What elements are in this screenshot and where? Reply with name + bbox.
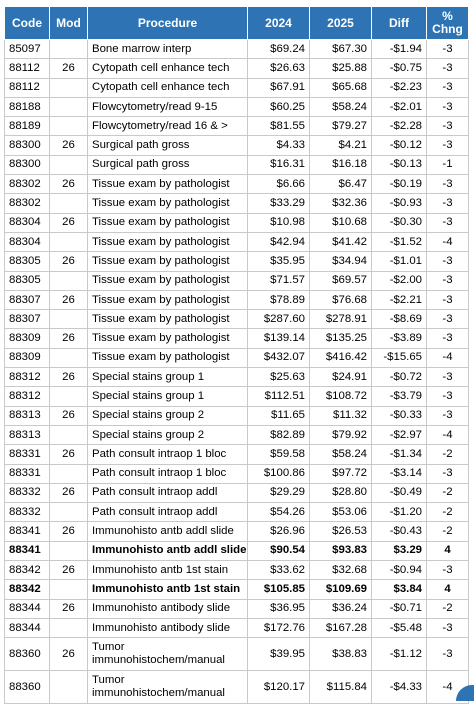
- cell-modifier: [50, 194, 88, 213]
- table-row: [5, 368, 469, 387]
- cell-procedure: Tissue exam by pathologist: [88, 194, 248, 213]
- cell-procedure: Immunohisto antibody slide: [88, 599, 248, 618]
- table-row: [5, 522, 469, 541]
- cell-fee-2025: $28.80: [310, 483, 372, 502]
- cell-modifier: 26: [50, 483, 88, 502]
- table-row: [5, 310, 469, 329]
- cell-percent-change: -3: [427, 252, 469, 271]
- cell-fee-2024: $59.58: [248, 445, 310, 464]
- table-row: [5, 618, 469, 637]
- cell-fee-2025: $416.42: [310, 348, 372, 367]
- cell-difference: -$0.19: [372, 175, 427, 194]
- table-row: [5, 155, 469, 174]
- cell-percent-change: -3: [427, 175, 469, 194]
- cell-code: 88341: [5, 522, 50, 541]
- cell-percent-change: -3: [427, 464, 469, 483]
- cell-fee-2025: $278.91: [310, 310, 372, 329]
- cell-code: 88309: [5, 329, 50, 348]
- cell-difference: -$2.28: [372, 117, 427, 136]
- table-row: [5, 78, 469, 97]
- cell-procedure: Path consult intraop addl: [88, 503, 248, 522]
- cell-modifier: 26: [50, 136, 88, 155]
- cell-fee-2025: $167.28: [310, 618, 372, 637]
- cell-modifier: 26: [50, 368, 88, 387]
- cell-procedure: Tissue exam by pathologist: [88, 175, 248, 194]
- cell-fee-2024: $78.89: [248, 290, 310, 309]
- table-header: [5, 7, 469, 40]
- cell-percent-change: -2: [427, 522, 469, 541]
- cell-fee-2025: $25.88: [310, 59, 372, 78]
- cell-difference: -$0.71: [372, 599, 427, 618]
- fee-schedule-table: [4, 6, 469, 704]
- cell-fee-2024: $69.24: [248, 40, 310, 59]
- cell-fee-2024: $26.63: [248, 59, 310, 78]
- table-row: [5, 40, 469, 59]
- cell-modifier: [50, 78, 88, 97]
- cell-fee-2024: $90.54: [248, 541, 310, 560]
- cell-difference: $3.29: [372, 541, 427, 560]
- cell-code: 88312: [5, 387, 50, 406]
- cell-fee-2025: $34.94: [310, 252, 372, 271]
- fee-table-container: [4, 6, 469, 704]
- cell-modifier: [50, 580, 88, 599]
- cell-code: 88305: [5, 252, 50, 271]
- cell-code: 88360: [5, 671, 50, 704]
- cell-difference: -$2.97: [372, 425, 427, 444]
- table-row: [5, 387, 469, 406]
- cell-fee-2025: $97.72: [310, 464, 372, 483]
- cell-modifier: [50, 425, 88, 444]
- table-row: [5, 175, 469, 194]
- table-row: [5, 117, 469, 136]
- table-row: [5, 580, 469, 599]
- cell-fee-2025: $69.57: [310, 271, 372, 290]
- table-row: [5, 213, 469, 232]
- cell-fee-2024: $11.65: [248, 406, 310, 425]
- table-row: [5, 194, 469, 213]
- cell-percent-change: -3: [427, 290, 469, 309]
- cell-procedure: Cytopath cell enhance tech: [88, 59, 248, 78]
- cell-code: 88360: [5, 638, 50, 671]
- cell-modifier: [50, 40, 88, 59]
- column-header-procedure: Procedure: [88, 7, 248, 40]
- cell-fee-2025: $76.68: [310, 290, 372, 309]
- cell-modifier: 26: [50, 329, 88, 348]
- cell-difference: -$2.23: [372, 78, 427, 97]
- cell-percent-change: -3: [427, 387, 469, 406]
- cell-modifier: [50, 348, 88, 367]
- cell-percent-change: -3: [427, 40, 469, 59]
- cell-fee-2024: $82.89: [248, 425, 310, 444]
- table-row: [5, 425, 469, 444]
- cell-code: 88302: [5, 194, 50, 213]
- cell-fee-2025: $4.21: [310, 136, 372, 155]
- cell-percent-change: -3: [427, 136, 469, 155]
- cell-percent-change: 4: [427, 580, 469, 599]
- cell-code: 88307: [5, 290, 50, 309]
- cell-difference: -$3.89: [372, 329, 427, 348]
- cell-procedure: Bone marrow interp: [88, 40, 248, 59]
- cell-difference: -$2.01: [372, 97, 427, 116]
- cell-difference: -$3.79: [372, 387, 427, 406]
- cell-code: 88344: [5, 599, 50, 618]
- cell-modifier: 26: [50, 290, 88, 309]
- cell-modifier: [50, 387, 88, 406]
- cell-difference: -$1.94: [372, 40, 427, 59]
- cell-modifier: [50, 310, 88, 329]
- cell-modifier: 26: [50, 252, 88, 271]
- cell-code: 88189: [5, 117, 50, 136]
- cell-difference: -$0.30: [372, 213, 427, 232]
- cell-difference: -$2.21: [372, 290, 427, 309]
- table-row: [5, 348, 469, 367]
- cell-code: 88342: [5, 561, 50, 580]
- cell-code: 88304: [5, 232, 50, 251]
- cell-percent-change: -3: [427, 213, 469, 232]
- table-row: [5, 59, 469, 78]
- cell-fee-2024: $105.85: [248, 580, 310, 599]
- cell-fee-2025: $53.06: [310, 503, 372, 522]
- cell-fee-2024: $25.63: [248, 368, 310, 387]
- cell-procedure: Tumor immunohistochem/manual: [88, 638, 248, 671]
- cell-modifier: 26: [50, 522, 88, 541]
- cell-percent-change: -3: [427, 194, 469, 213]
- cell-fee-2024: $67.91: [248, 78, 310, 97]
- cell-procedure: Tissue exam by pathologist: [88, 290, 248, 309]
- cell-modifier: [50, 541, 88, 560]
- cell-percent-change: -3: [427, 561, 469, 580]
- cell-fee-2024: $71.57: [248, 271, 310, 290]
- cell-code: 88300: [5, 155, 50, 174]
- cell-fee-2024: $54.26: [248, 503, 310, 522]
- cell-code: 88331: [5, 464, 50, 483]
- cell-code: 88304: [5, 213, 50, 232]
- cell-code: 88188: [5, 97, 50, 116]
- cell-fee-2025: $10.68: [310, 213, 372, 232]
- cell-difference: -$0.94: [372, 561, 427, 580]
- table-row: [5, 483, 469, 502]
- cell-procedure: Immunohisto antb addl slide: [88, 541, 248, 560]
- cell-fee-2024: $432.07: [248, 348, 310, 367]
- cell-fee-2025: $41.42: [310, 232, 372, 251]
- cell-modifier: 26: [50, 213, 88, 232]
- cell-difference: -$3.14: [372, 464, 427, 483]
- cell-code: 88309: [5, 348, 50, 367]
- cell-procedure: Path consult intraop 1 bloc: [88, 445, 248, 464]
- cell-modifier: 26: [50, 638, 88, 671]
- cell-difference: -$1.20: [372, 503, 427, 522]
- cell-fee-2025: $6.47: [310, 175, 372, 194]
- cell-code: 88341: [5, 541, 50, 560]
- cell-fee-2024: $120.17: [248, 671, 310, 704]
- cell-fee-2024: $100.86: [248, 464, 310, 483]
- cell-fee-2025: $115.84: [310, 671, 372, 704]
- cell-percent-change: -3: [427, 271, 469, 290]
- table-row: [5, 561, 469, 580]
- cell-fee-2024: $39.95: [248, 638, 310, 671]
- cell-fee-2024: $112.51: [248, 387, 310, 406]
- cell-procedure: Immunohisto antb 1st stain: [88, 561, 248, 580]
- table-row: [5, 638, 469, 671]
- cell-fee-2025: $26.53: [310, 522, 372, 541]
- column-header-diff: Diff: [372, 7, 427, 40]
- cell-modifier: 26: [50, 175, 88, 194]
- cell-procedure: Path consult intraop addl: [88, 483, 248, 502]
- cell-modifier: [50, 671, 88, 704]
- cell-fee-2025: $38.83: [310, 638, 372, 671]
- cell-difference: -$15.65: [372, 348, 427, 367]
- cell-difference: -$5.48: [372, 618, 427, 637]
- cell-fee-2025: $32.36: [310, 194, 372, 213]
- cell-percent-change: -3: [427, 97, 469, 116]
- cell-fee-2025: $79.92: [310, 425, 372, 444]
- cell-fee-2024: $60.25: [248, 97, 310, 116]
- table-row: [5, 232, 469, 251]
- cell-fee-2025: $93.83: [310, 541, 372, 560]
- cell-code: 88112: [5, 59, 50, 78]
- cell-fee-2024: $287.60: [248, 310, 310, 329]
- cell-procedure: Immunohisto antibody slide: [88, 618, 248, 637]
- cell-fee-2025: $32.68: [310, 561, 372, 580]
- column-header-2025: 2025: [310, 7, 372, 40]
- cell-fee-2025: $36.24: [310, 599, 372, 618]
- cell-procedure: Tumor immunohistochem/manual: [88, 671, 248, 704]
- cell-modifier: [50, 155, 88, 174]
- cell-fee-2025: $24.91: [310, 368, 372, 387]
- cell-fee-2024: $139.14: [248, 329, 310, 348]
- cell-percent-change: -2: [427, 445, 469, 464]
- cell-procedure: Tissue exam by pathologist: [88, 329, 248, 348]
- cell-difference: -$0.12: [372, 136, 427, 155]
- cell-code: 88305: [5, 271, 50, 290]
- cell-difference: -$2.00: [372, 271, 427, 290]
- cell-percent-change: -2: [427, 599, 469, 618]
- cell-difference: -$1.52: [372, 232, 427, 251]
- cell-fee-2025: $135.25: [310, 329, 372, 348]
- cell-fee-2025: $65.68: [310, 78, 372, 97]
- cell-fee-2024: $42.94: [248, 232, 310, 251]
- table-row: [5, 290, 469, 309]
- table-body: [5, 40, 469, 704]
- cell-fee-2024: $4.33: [248, 136, 310, 155]
- table-row: [5, 503, 469, 522]
- cell-procedure: Tissue exam by pathologist: [88, 252, 248, 271]
- cell-procedure: Cytopath cell enhance tech: [88, 78, 248, 97]
- table-row: [5, 445, 469, 464]
- cell-procedure: Path consult intraop 1 bloc: [88, 464, 248, 483]
- cell-difference: -$1.34: [372, 445, 427, 464]
- cell-fee-2024: $81.55: [248, 117, 310, 136]
- cell-percent-change: -3: [427, 406, 469, 425]
- cell-fee-2024: $33.62: [248, 561, 310, 580]
- cell-procedure: Flowcytometry/read 9-15: [88, 97, 248, 116]
- cell-modifier: [50, 503, 88, 522]
- cell-difference: -$1.12: [372, 638, 427, 671]
- cell-difference: -$0.43: [372, 522, 427, 541]
- cell-modifier: 26: [50, 59, 88, 78]
- cell-fee-2024: $6.66: [248, 175, 310, 194]
- cell-modifier: 26: [50, 406, 88, 425]
- cell-percent-change: -2: [427, 483, 469, 502]
- cell-fee-2024: $33.29: [248, 194, 310, 213]
- cell-fee-2024: $172.76: [248, 618, 310, 637]
- cell-code: 88312: [5, 368, 50, 387]
- cell-fee-2025: $16.18: [310, 155, 372, 174]
- cell-code: 88302: [5, 175, 50, 194]
- cell-modifier: 26: [50, 599, 88, 618]
- table-row: [5, 329, 469, 348]
- table-row: [5, 136, 469, 155]
- cell-difference: -$4.33: [372, 671, 427, 704]
- cell-percent-change: -3: [427, 368, 469, 387]
- cell-percent-change: -3: [427, 329, 469, 348]
- cell-difference: -$1.01: [372, 252, 427, 271]
- cell-modifier: 26: [50, 445, 88, 464]
- cell-fee-2024: $10.98: [248, 213, 310, 232]
- cell-fee-2025: $58.24: [310, 445, 372, 464]
- column-header-code: Code: [5, 7, 50, 40]
- cell-fee-2025: $79.27: [310, 117, 372, 136]
- table-row: [5, 252, 469, 271]
- cell-percent-change: -3: [427, 78, 469, 97]
- cell-code: 88332: [5, 503, 50, 522]
- column-header-mod: Mod: [50, 7, 88, 40]
- cell-difference: -$0.93: [372, 194, 427, 213]
- cell-difference: -$0.33: [372, 406, 427, 425]
- cell-procedure: Immunohisto antb addl slide: [88, 522, 248, 541]
- cell-difference: $3.84: [372, 580, 427, 599]
- cell-fee-2024: $35.95: [248, 252, 310, 271]
- table-row: [5, 464, 469, 483]
- cell-procedure: Tissue exam by pathologist: [88, 310, 248, 329]
- table-row: [5, 671, 469, 704]
- cell-difference: -$0.13: [372, 155, 427, 174]
- cell-procedure: Surgical path gross: [88, 136, 248, 155]
- table-row: [5, 541, 469, 560]
- cell-code: 88313: [5, 425, 50, 444]
- cell-fee-2025: $108.72: [310, 387, 372, 406]
- cell-percent-change: -3: [427, 310, 469, 329]
- cell-fee-2025: $109.69: [310, 580, 372, 599]
- cell-procedure: Surgical path gross: [88, 155, 248, 174]
- cell-fee-2025: $58.24: [310, 97, 372, 116]
- cell-fee-2024: $36.95: [248, 599, 310, 618]
- cell-difference: -$0.75: [372, 59, 427, 78]
- cell-percent-change: 4: [427, 541, 469, 560]
- cell-fee-2024: $29.29: [248, 483, 310, 502]
- table-row: [5, 271, 469, 290]
- header-row: [5, 7, 469, 40]
- cell-percent-change: -1: [427, 155, 469, 174]
- cell-procedure: Tissue exam by pathologist: [88, 271, 248, 290]
- cell-difference: -$0.72: [372, 368, 427, 387]
- cell-percent-change: -4: [427, 348, 469, 367]
- cell-percent-change: -3: [427, 618, 469, 637]
- cell-code: 88332: [5, 483, 50, 502]
- column-header-pct-change: % Chng: [427, 7, 469, 40]
- cell-percent-change: -3: [427, 59, 469, 78]
- cell-procedure: Special stains group 1: [88, 387, 248, 406]
- cell-modifier: 26: [50, 561, 88, 580]
- table-row: [5, 97, 469, 116]
- cell-code: 85097: [5, 40, 50, 59]
- cell-code: 88112: [5, 78, 50, 97]
- cell-procedure: Tissue exam by pathologist: [88, 232, 248, 251]
- cell-procedure: Tissue exam by pathologist: [88, 213, 248, 232]
- table-row: [5, 406, 469, 425]
- cell-procedure: Special stains group 2: [88, 425, 248, 444]
- cell-fee-2024: $16.31: [248, 155, 310, 174]
- cell-code: 88331: [5, 445, 50, 464]
- cell-percent-change: -4: [427, 671, 469, 704]
- cell-percent-change: -4: [427, 425, 469, 444]
- cell-percent-change: -4: [427, 232, 469, 251]
- cell-fee-2024: $26.96: [248, 522, 310, 541]
- cell-code: 88300: [5, 136, 50, 155]
- cell-modifier: [50, 97, 88, 116]
- cell-difference: -$0.49: [372, 483, 427, 502]
- cell-fee-2025: $67.30: [310, 40, 372, 59]
- cell-modifier: [50, 464, 88, 483]
- cell-procedure: Special stains group 1: [88, 368, 248, 387]
- cell-modifier: [50, 232, 88, 251]
- cell-procedure: Immunohisto antb 1st stain: [88, 580, 248, 599]
- cell-procedure: Special stains group 2: [88, 406, 248, 425]
- cell-percent-change: -3: [427, 638, 469, 671]
- cell-code: 88344: [5, 618, 50, 637]
- cell-modifier: [50, 117, 88, 136]
- cell-percent-change: -3: [427, 117, 469, 136]
- cell-procedure: Tissue exam by pathologist: [88, 348, 248, 367]
- cell-fee-2025: $11.32: [310, 406, 372, 425]
- column-header-2024: 2024: [248, 7, 310, 40]
- cell-modifier: [50, 618, 88, 637]
- cell-procedure: Flowcytometry/read 16 & >: [88, 117, 248, 136]
- cell-code: 88313: [5, 406, 50, 425]
- table-row: [5, 599, 469, 618]
- cell-code: 88342: [5, 580, 50, 599]
- cell-code: 88307: [5, 310, 50, 329]
- cell-modifier: [50, 271, 88, 290]
- cell-percent-change: -2: [427, 503, 469, 522]
- cell-difference: -$8.69: [372, 310, 427, 329]
